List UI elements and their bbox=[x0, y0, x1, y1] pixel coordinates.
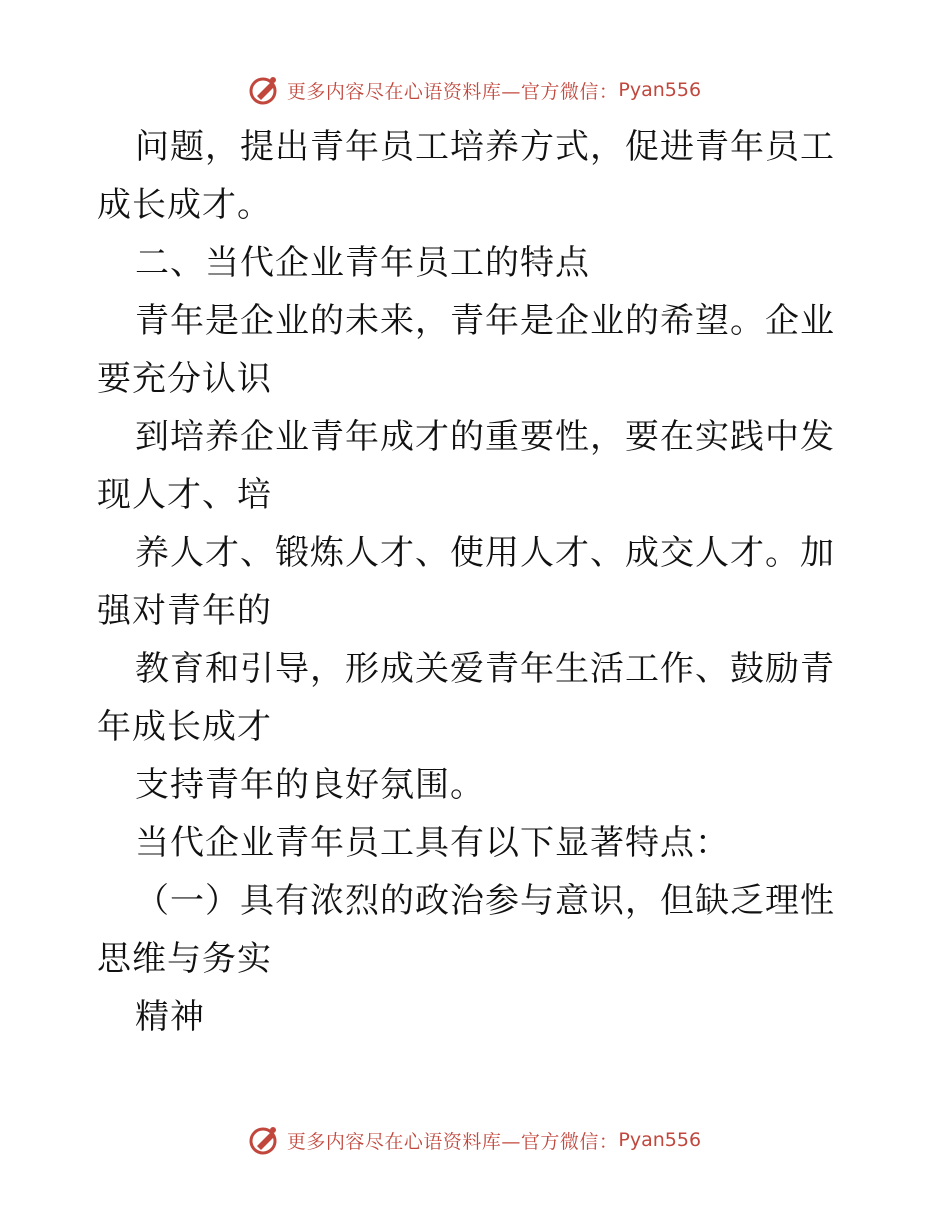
header-watermark bbox=[0, 70, 950, 110]
watermark-text: 更多内容尽在心语资料库—官方微信： bbox=[286, 80, 619, 103]
paragraph: 精神 bbox=[135, 997, 205, 1037]
watermark-text: 更多内容尽在心语资料库—官方微信： bbox=[286, 1130, 619, 1153]
paragraph: 问题，提出青年员工培养方式，促进青年员工成长成才。 bbox=[97, 127, 835, 225]
pen-nib-circle-icon bbox=[249, 1124, 281, 1156]
paragraph: 养人才、锻炼人才、使用人才、成交人才。加强对青年的 bbox=[97, 533, 835, 631]
document-body bbox=[97, 118, 857, 1046]
subsection-heading: （一）具有浓烈的政治参与意识，但缺乏理性思维与务实 bbox=[97, 881, 835, 979]
watermark-id: Pyan556 bbox=[618, 1129, 702, 1151]
paragraph: 支持青年的良好氛围。 bbox=[135, 765, 485, 805]
section-heading: 二、当代企业青年员工的特点 bbox=[135, 243, 590, 283]
paragraph: 教育和引导，形成关爱青年生活工作、鼓励青年成长成才 bbox=[97, 649, 835, 747]
footer-watermark bbox=[0, 1120, 950, 1160]
pen-nib-circle-icon bbox=[249, 74, 281, 106]
paragraph: 青年是企业的未来，青年是企业的希望。企业要充分认识 bbox=[97, 301, 835, 399]
watermark-id: Pyan556 bbox=[618, 79, 702, 101]
paragraph: 当代企业青年员工具有以下显著特点： bbox=[135, 823, 730, 863]
paragraph: 到培养企业青年成才的重要性，要在实践中发现人才、培 bbox=[97, 417, 835, 515]
